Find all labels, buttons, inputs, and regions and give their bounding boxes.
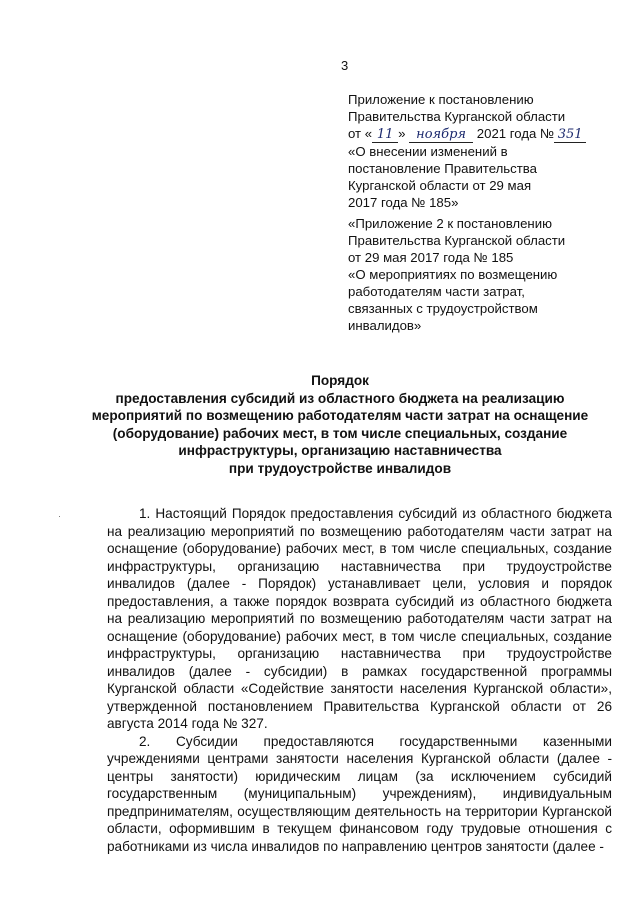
annex2-line: «О мероприятиях по возмещению <box>348 267 558 282</box>
annex2-line: работодателям части затрат, <box>348 284 525 299</box>
document-body <box>107 505 612 855</box>
annex-line: 2017 года № 185» <box>348 195 459 210</box>
annex-line: Приложение к постановлению <box>348 92 534 107</box>
annex2-line: связанных с трудоустройством <box>348 301 538 316</box>
annex-date-line <box>348 125 628 143</box>
annex2-header <box>348 215 628 334</box>
annex2-line: от 29 мая 2017 года № 185 <box>348 250 514 265</box>
annex-line: Курганской области от 29 мая <box>348 178 532 193</box>
handwritten-day: 11 <box>372 128 398 143</box>
title-line: инфраструктуры, организацию наставничества <box>178 443 502 458</box>
title-line: при трудоустройстве инвалидов <box>228 460 452 476</box>
title-line: Порядок <box>311 373 369 388</box>
title-line: мероприятий по возмещению работодателям части затрат на оснащение <box>91 408 589 423</box>
annex-from: от « <box>348 126 373 141</box>
annex-line: постановление Правительства <box>348 161 537 176</box>
margin-mark: · <box>58 511 61 521</box>
title-line: предоставления субсидий из областного бюджета на реализацию <box>115 390 565 406</box>
annex2-line: Правительства Курганской области <box>348 233 566 248</box>
annex-line: «О внесении изменений в <box>348 144 508 159</box>
annex-line: Правительства Курганской области <box>348 109 566 124</box>
handwritten-number: 351 <box>554 128 586 143</box>
document-title <box>70 372 610 477</box>
annex-close-quote: » <box>398 126 406 141</box>
paragraph-1: 1. Настоящий Порядок предоставления субсидий из областного бюджета на реализацию мероприятий по возмещению работодателям части затрат на оснащение (оборудование) рабочих мест, в том числе специальных, создание инфраструктуры, организацию наставничества при трудоустройстве инвалидов (далее - Порядок) устанавливает цели, условия и порядок предоставления, а также порядок возврата субсидий из областного бюджета на реализацию мероприятий по возмещению работодателям части затрат на оснащение (оборудование) рабочих мест, в том числе специальных, создание инфраструктуры, организацию наставничества при трудоустройстве инвалидов (далее - субсидии) в рамках государственной программы Курганской области «Содействие занятости населения Курганской области», утвержденной постановлением Правительства Курганской области от 26 августа 2014 года № 327. <box>107 506 612 731</box>
paragraph-2: 2. Субсидии предоставляются государственными казенными учреждениями центрами занятости населения Курганской области (далее - центры занятости) юридическим лицам (за исключением субсидий государственным (муниципальным) учреждениям), индивидуальным предпринимателям, осуществляющим деятельность на территории Курганской области, оформившим в текущем финансовом году трудовые отношения с работниками из числа инвалидов по направлению центров занятости (далее - <box>107 733 612 854</box>
title-line: (оборудование) рабочих мест, в том числе специальных, создание <box>112 425 568 441</box>
annex-year: 2021 года № <box>476 126 555 141</box>
annex2-line: «Приложение 2 к постановлению <box>348 216 552 231</box>
page-number: 3 <box>341 58 349 73</box>
handwritten-month: ноября <box>409 128 473 143</box>
annex-header <box>348 91 628 211</box>
annex2-line: инвалидов» <box>348 318 422 333</box>
